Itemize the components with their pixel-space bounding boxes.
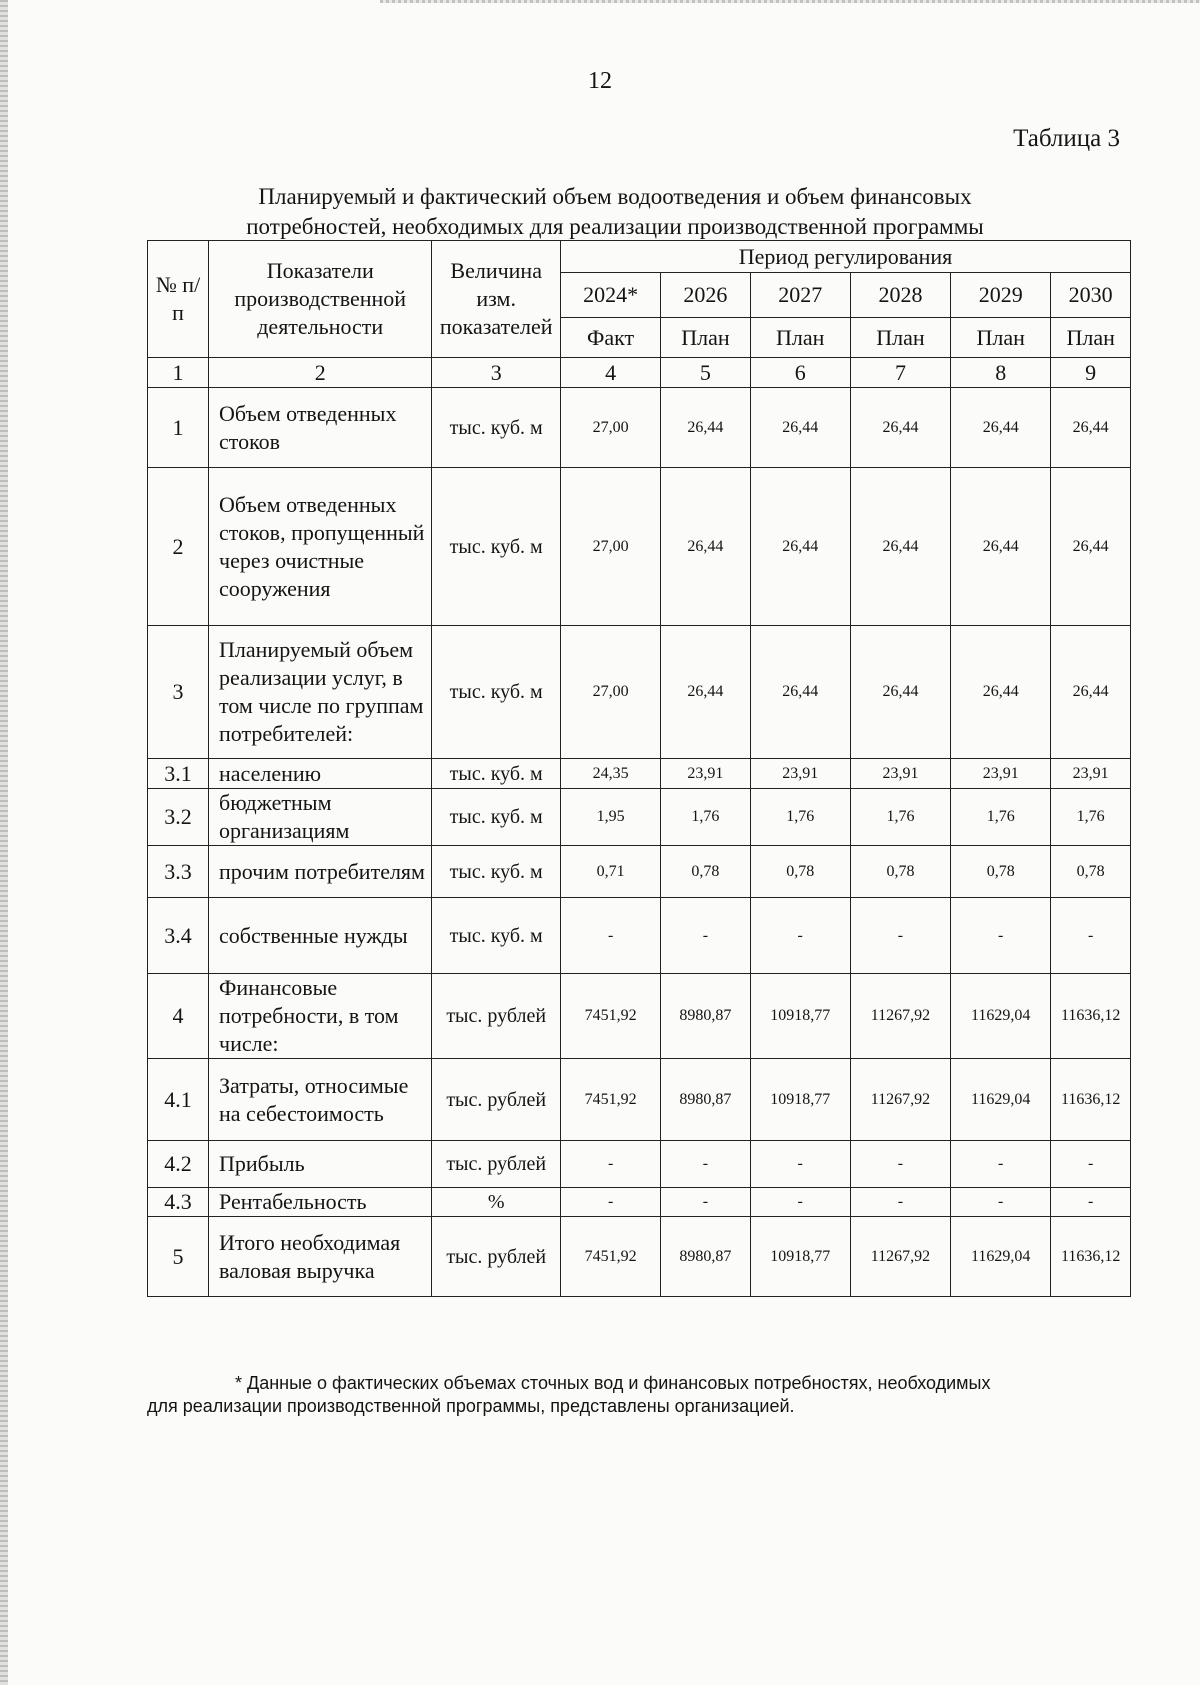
row-value: 26,44 — [951, 626, 1051, 759]
row-number: 2 — [148, 468, 209, 626]
row-value: - — [951, 1141, 1051, 1188]
row-unit: тыс. куб. м — [432, 468, 561, 626]
row-value: 11267,92 — [850, 974, 950, 1059]
table-row — [148, 1141, 1131, 1188]
table-caption: Таблица 3 — [1013, 125, 1120, 152]
row-value: 26,44 — [661, 388, 750, 468]
row-value: 26,44 — [750, 468, 850, 626]
row-value: 11267,92 — [850, 1059, 950, 1141]
header-num: № п/п — [148, 241, 209, 358]
table-row — [148, 846, 1131, 898]
column-number: 4 — [560, 358, 660, 388]
row-value: - — [560, 1141, 660, 1188]
row-number: 4.1 — [148, 1059, 209, 1141]
header-row-col-numbers — [148, 358, 1131, 388]
header-period: Период регулирования — [560, 241, 1130, 273]
header-kind: План — [1051, 318, 1131, 358]
row-value: 1,76 — [750, 789, 850, 846]
row-unit: тыс. рублей — [432, 1059, 561, 1141]
row-unit: тыс. куб. м — [432, 388, 561, 468]
row-value: - — [850, 1188, 950, 1217]
row-value: 23,91 — [750, 759, 850, 789]
row-value: 0,78 — [850, 846, 950, 898]
header-year: 2026 — [661, 273, 750, 318]
row-value: 26,44 — [850, 626, 950, 759]
data-table — [147, 240, 1131, 1297]
row-value: 11629,04 — [951, 974, 1051, 1059]
row-indicator: Прибыль — [209, 1141, 432, 1188]
row-value: - — [1051, 1141, 1131, 1188]
row-indicator: Итого необходимая валовая выручка — [209, 1217, 432, 1297]
row-indicator: Объем отведенных стоков, пропущенный через очистные сооружения — [209, 468, 432, 626]
table-row — [148, 468, 1131, 626]
row-number: 4 — [148, 974, 209, 1059]
header-year: 2027 — [750, 273, 850, 318]
row-value: 26,44 — [850, 388, 950, 468]
row-value: - — [1051, 898, 1131, 974]
column-number: 9 — [1051, 358, 1131, 388]
row-number: 1 — [148, 388, 209, 468]
column-number: 7 — [850, 358, 950, 388]
header-kind: План — [750, 318, 850, 358]
row-indicator: бюджетным организациям — [209, 789, 432, 846]
row-value: 26,44 — [951, 468, 1051, 626]
row-value: 10918,77 — [750, 1059, 850, 1141]
row-value: - — [850, 898, 950, 974]
row-indicator: собственные нужды — [209, 898, 432, 974]
title-line-1: Планируемый и фактический объем водоотведения и объем финансовых — [258, 184, 972, 209]
header-kind: План — [850, 318, 950, 358]
header-kind: Факт — [560, 318, 660, 358]
row-value: 1,76 — [661, 789, 750, 846]
table-row — [148, 974, 1131, 1059]
row-unit: тыс. куб. м — [432, 846, 561, 898]
row-value: 0,78 — [750, 846, 850, 898]
header-row-1 — [148, 241, 1131, 273]
row-value: - — [560, 898, 660, 974]
row-unit: тыс. рублей — [432, 1141, 561, 1188]
footnote-line-2: для реализации производственной программы, представлены организацией. — [147, 1396, 795, 1416]
title-line-2: потребностей, необходимых для реализации производственной программы — [246, 214, 984, 239]
row-value: 26,44 — [1051, 388, 1131, 468]
header-indicator: Показатели производственной деятельности — [209, 241, 432, 358]
page-number: 12 — [588, 68, 612, 94]
row-indicator: населению — [209, 759, 432, 789]
row-value: - — [661, 1141, 750, 1188]
row-value: 8980,87 — [661, 1059, 750, 1141]
row-number: 3.3 — [148, 846, 209, 898]
row-unit: тыс. куб. м — [432, 898, 561, 974]
row-value: 11636,12 — [1051, 974, 1131, 1059]
table-row — [148, 759, 1131, 789]
table-row — [148, 1188, 1131, 1217]
row-value: 26,44 — [850, 468, 950, 626]
footnote — [147, 1372, 1137, 1418]
row-value: 24,35 — [560, 759, 660, 789]
column-number: 8 — [951, 358, 1051, 388]
header-unit: Величина изм. показателей — [432, 241, 561, 358]
table-title — [150, 182, 1080, 242]
row-value: 26,44 — [1051, 626, 1131, 759]
row-value: - — [750, 898, 850, 974]
row-number: 4.3 — [148, 1188, 209, 1217]
row-indicator: Финансовые потребности, в том числе: — [209, 974, 432, 1059]
row-value: 26,44 — [951, 388, 1051, 468]
row-value: - — [850, 1141, 950, 1188]
row-number: 3.1 — [148, 759, 209, 789]
table-row — [148, 789, 1131, 846]
header-year: 2030 — [1051, 273, 1131, 318]
table-row — [148, 1059, 1131, 1141]
row-value: 11629,04 — [951, 1217, 1051, 1297]
row-value: 1,95 — [560, 789, 660, 846]
row-number: 4.2 — [148, 1141, 209, 1188]
header-year: 2029 — [951, 273, 1051, 318]
row-value: 0,78 — [951, 846, 1051, 898]
scan-edge — [0, 0, 8, 1685]
row-value: 8980,87 — [661, 1217, 750, 1297]
row-value: 7451,92 — [560, 974, 660, 1059]
table-row — [148, 626, 1131, 759]
row-value: 23,91 — [1051, 759, 1131, 789]
column-number: 3 — [432, 358, 561, 388]
row-value: 10918,77 — [750, 974, 850, 1059]
table-row — [148, 1217, 1131, 1297]
row-value: 0,78 — [661, 846, 750, 898]
row-value: 0,71 — [560, 846, 660, 898]
row-value: 11629,04 — [951, 1059, 1051, 1141]
header-year: 2028 — [850, 273, 950, 318]
row-value: 7451,92 — [560, 1217, 660, 1297]
row-value: 7451,92 — [560, 1059, 660, 1141]
row-value: 23,91 — [951, 759, 1051, 789]
row-value: 1,76 — [1051, 789, 1131, 846]
row-value: 26,44 — [750, 626, 850, 759]
row-unit: тыс. рублей — [432, 974, 561, 1059]
row-unit: тыс. куб. м — [432, 789, 561, 846]
row-number: 5 — [148, 1217, 209, 1297]
header-year: 2024* — [560, 273, 660, 318]
row-value: 11267,92 — [850, 1217, 950, 1297]
row-indicator: Планируемый объем реализации услуг, в том числе по группам потребителей: — [209, 626, 432, 759]
column-number: 1 — [148, 358, 209, 388]
row-value: 1,76 — [850, 789, 950, 846]
row-value: 27,00 — [560, 468, 660, 626]
header-kind: План — [661, 318, 750, 358]
row-value: 11636,12 — [1051, 1217, 1131, 1297]
row-value: - — [661, 1188, 750, 1217]
row-value: 0,78 — [1051, 846, 1131, 898]
row-value: 11636,12 — [1051, 1059, 1131, 1141]
row-number: 3 — [148, 626, 209, 759]
row-value: - — [1051, 1188, 1131, 1217]
row-unit: тыс. рублей — [432, 1217, 561, 1297]
footnote-line-1: * Данные о фактических объемах сточных вод и финансовых потребностях, необходимых — [235, 1373, 991, 1393]
row-value: - — [750, 1141, 850, 1188]
row-indicator: Затраты, относимые на себестоимость — [209, 1059, 432, 1141]
row-value: 26,44 — [661, 468, 750, 626]
row-value: 26,44 — [661, 626, 750, 759]
row-value: 23,91 — [661, 759, 750, 789]
row-value: 26,44 — [1051, 468, 1131, 626]
column-number: 2 — [209, 358, 432, 388]
row-value: 8980,87 — [661, 974, 750, 1059]
row-value: 26,44 — [750, 388, 850, 468]
row-indicator: прочим потребителям — [209, 846, 432, 898]
row-value: - — [951, 898, 1051, 974]
row-unit: % — [432, 1188, 561, 1217]
row-number: 3.4 — [148, 898, 209, 974]
column-number: 6 — [750, 358, 850, 388]
row-indicator: Объем отведенных стоков — [209, 388, 432, 468]
row-indicator: Рентабельность — [209, 1188, 432, 1217]
row-value: 27,00 — [560, 388, 660, 468]
row-unit: тыс. куб. м — [432, 626, 561, 759]
column-number: 5 — [661, 358, 750, 388]
row-value: 23,91 — [850, 759, 950, 789]
header-kind: План — [951, 318, 1051, 358]
row-value: - — [661, 898, 750, 974]
row-value: - — [750, 1188, 850, 1217]
row-value: - — [951, 1188, 1051, 1217]
row-number: 3.2 — [148, 789, 209, 846]
row-value: 27,00 — [560, 626, 660, 759]
row-value: 10918,77 — [750, 1217, 850, 1297]
row-value: 1,76 — [951, 789, 1051, 846]
row-unit: тыс. куб. м — [432, 759, 561, 789]
table-row — [148, 388, 1131, 468]
scan-top-edge — [380, 0, 1200, 3]
table-row — [148, 898, 1131, 974]
row-value: - — [560, 1188, 660, 1217]
